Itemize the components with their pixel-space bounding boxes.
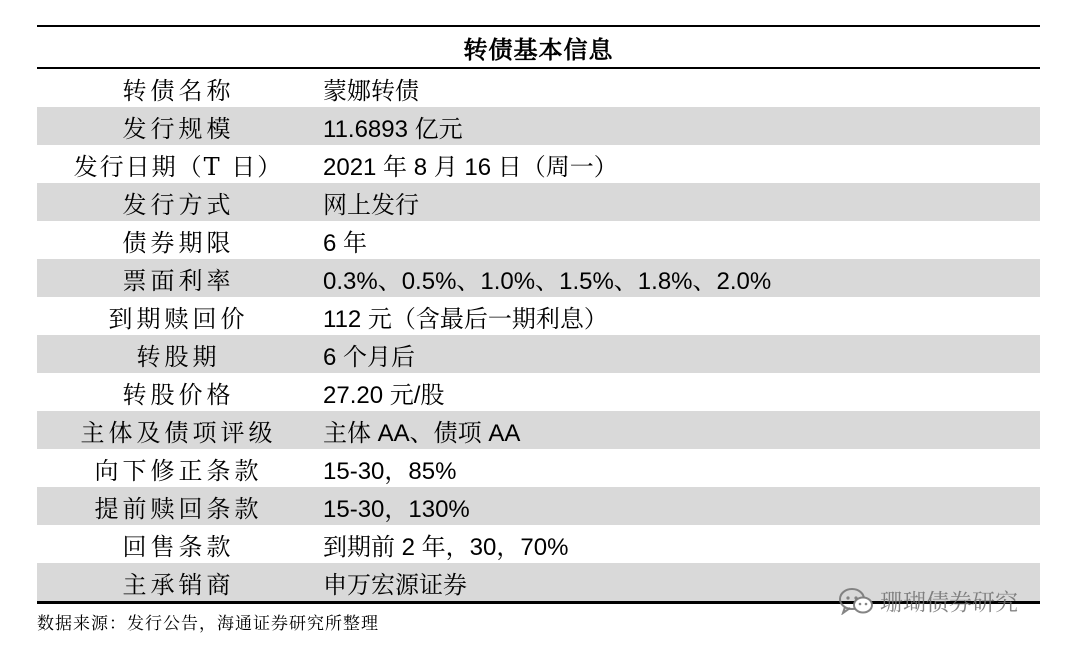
row-value: 6 个月后 xyxy=(323,343,416,371)
table-row xyxy=(37,259,1040,297)
row-value: 27.20 元/股 xyxy=(323,381,445,409)
table-title: 转债基本信息 xyxy=(463,34,614,64)
row-label: 债券期限 xyxy=(122,228,235,257)
table-row xyxy=(37,335,1040,373)
row-label: 转股期 xyxy=(136,342,221,371)
row-label: 回售条款 xyxy=(122,532,235,561)
watermark-text: 珊瑚债券研究 xyxy=(880,590,1018,616)
row-value: 到期前 2 年，30，70% xyxy=(323,533,569,561)
table-row xyxy=(37,221,1040,259)
row-value: 2021 年 8 月 16 日（周一） xyxy=(323,153,618,181)
row-label: 发行日期（T 日） xyxy=(73,152,284,181)
row-label: 票面利率 xyxy=(122,266,235,295)
row-value: 申万宏源证券 xyxy=(323,571,467,599)
row-value: 网上发行 xyxy=(323,191,419,219)
row-label: 向下修正条款 xyxy=(94,456,263,485)
table-row xyxy=(37,107,1040,145)
table-row xyxy=(37,297,1040,335)
row-label: 主体及债项评级 xyxy=(80,418,277,447)
row-label: 到期赎回价 xyxy=(108,304,249,333)
row-value: 15-30，130% xyxy=(323,495,470,523)
row-label: 发行规模 xyxy=(122,114,235,143)
table-row xyxy=(37,145,1040,183)
source-note: 数据来源：发行公告，海通证券研究所整理 xyxy=(37,614,379,634)
row-value: 主体 AA、债项 AA xyxy=(323,419,521,447)
row-label: 发行方式 xyxy=(122,190,235,219)
row-value: 11.6893 亿元 xyxy=(323,115,463,143)
row-label: 转债名称 xyxy=(122,76,235,105)
wechat-icon xyxy=(838,587,874,615)
bond-info-table xyxy=(37,25,1040,604)
table-row xyxy=(37,525,1040,563)
row-label: 转股价格 xyxy=(122,380,235,409)
row-label: 提前赎回条款 xyxy=(94,494,263,523)
row-value: 15-30，85% xyxy=(323,457,457,485)
row-value: 112 元（含最后一期利息） xyxy=(323,305,608,333)
row-value: 蒙娜转债 xyxy=(323,77,419,105)
table-row xyxy=(37,183,1040,221)
watermark xyxy=(838,584,1018,617)
table-row xyxy=(37,487,1040,525)
table-row xyxy=(37,449,1040,487)
row-label: 主承销商 xyxy=(122,570,235,599)
table-row xyxy=(37,411,1040,449)
row-value: 6 年 xyxy=(323,229,368,257)
row-value: 0.3%、0.5%、1.0%、1.5%、1.8%、2.0% xyxy=(323,267,772,295)
table-row xyxy=(37,373,1040,411)
table-row xyxy=(37,69,1040,107)
